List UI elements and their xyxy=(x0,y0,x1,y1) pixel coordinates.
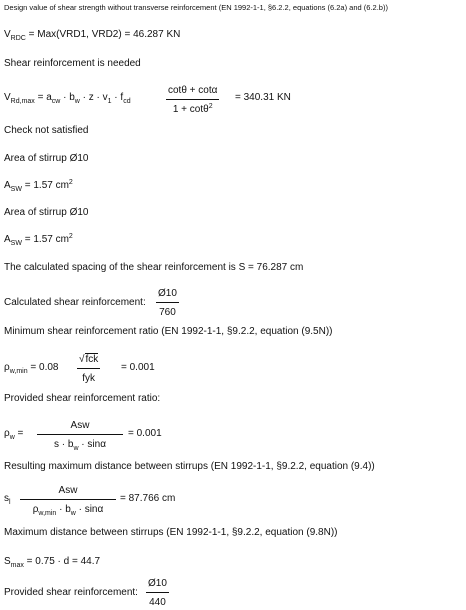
rho-w-den-b: · sinα xyxy=(78,439,106,450)
vrdmax-v-sub: 1 xyxy=(107,98,112,105)
sl-den-b: · b xyxy=(56,504,71,515)
sl-den-sub1: w,min xyxy=(38,510,57,517)
vrdmax-subscript: Rd,max xyxy=(10,98,35,105)
smax-expression: = 0.75 · d = 44.7 xyxy=(23,556,101,567)
spacing-text: The calculated spacing of the shear reinforcement is S = 76.287 cm xyxy=(4,262,304,273)
asw2-symbol: A xyxy=(4,234,11,245)
vrdc-symbol: V xyxy=(4,29,11,40)
asw2-subscript: SW xyxy=(10,240,22,247)
vrdmax-den-sup: 2 xyxy=(208,103,213,110)
rho-w-result: = 0.001 xyxy=(128,428,162,439)
vrdmax-denominator xyxy=(166,100,219,117)
stirrup-area-label-2: Area of stirrup Ø10 xyxy=(4,207,89,218)
asw1-subscript: SW xyxy=(10,186,22,193)
sl-denominator xyxy=(20,500,116,517)
calculated-reinforcement-label: Calculated shear reinforcement: xyxy=(4,297,146,308)
smax-formula xyxy=(4,556,100,569)
vrdmax-dot3: · f xyxy=(111,92,124,103)
sl-fraction xyxy=(20,485,116,517)
max-distance-title: Resulting maximum distance between stirrups (EN 1992-1-1, §9.2.2, equation (9.4)) xyxy=(4,461,375,472)
rho-min-symbol: ρ xyxy=(4,362,10,373)
sl-subscript: l xyxy=(9,499,11,506)
asw2-sup: 2 xyxy=(68,233,73,240)
max-distance2-title: Maximum distance between stirrups (EN 1992-1-1, §9.2.2, equation (9.8N)) xyxy=(4,527,338,538)
asw-formula-1 xyxy=(4,180,73,193)
vrdmax-formula xyxy=(4,92,131,105)
calculated-reinforcement-fraction xyxy=(156,288,179,319)
sl-symbol: s xyxy=(4,493,9,504)
rho-min-result: = 0.001 xyxy=(121,362,155,373)
rho-min-subscript: w,min xyxy=(9,368,28,375)
asw1-expression: = 1.57 cm xyxy=(21,180,69,191)
prov-reinf-denominator: 440 xyxy=(149,597,166,608)
rho-w-den-sub: w xyxy=(73,445,79,452)
rho-w-numerator: Asw xyxy=(37,420,123,435)
rho-min-eq: = 0.08 xyxy=(27,362,59,373)
rho-w-fraction xyxy=(37,420,123,452)
check-status-text: Check not satisfied xyxy=(4,125,89,136)
rho-w-eq: = xyxy=(14,428,24,439)
asw1-sup: 2 xyxy=(68,179,73,186)
rho-min-fraction xyxy=(77,353,100,385)
min-ratio-title: Minimum shear reinforcement ratio (EN 1992-1-1, §9.2.2, equation (9.5N)) xyxy=(4,326,333,337)
rho-w-symbol: ρ xyxy=(4,428,10,439)
vrdmax-a-sub: cw xyxy=(51,98,61,105)
vrdmax-result: = 340.31 KN xyxy=(235,92,291,103)
vrdmax-f-sub: cd xyxy=(123,98,131,105)
rho-min-numerator xyxy=(77,353,100,369)
rho-min-radicand: fck xyxy=(85,354,99,365)
smax-subscript: max xyxy=(10,562,24,569)
sl-den-a: ρ xyxy=(32,504,39,515)
prov-reinf-numerator: Ø10 xyxy=(146,578,169,593)
section-title-shear-strength: Design value of shear strength without transverse reinforcement (EN 1992-1-1, §6.2.2, equations (6.2a) and (6.2.b)) xyxy=(4,3,388,12)
vrdmax-b-sub: w xyxy=(74,98,80,105)
vrdc-expression: = Max(VRD1, VRD2) = 46.287 KN xyxy=(25,29,181,40)
vrdc-subscript: RDC xyxy=(10,35,26,42)
provided-reinforcement-fraction xyxy=(146,578,169,609)
vrdmax-den-text: 1 + cotθ xyxy=(172,104,209,115)
sl-formula xyxy=(4,493,11,506)
rho-w-den-a: s · b xyxy=(54,439,74,450)
smax-symbol: S xyxy=(4,556,11,567)
rho-w-subscript: w xyxy=(9,434,15,441)
stirrup-area-label-1: Area of stirrup Ø10 xyxy=(4,153,89,164)
sl-den-sub2: w xyxy=(70,510,76,517)
asw-formula-2 xyxy=(4,234,73,247)
sqrt-icon: √ xyxy=(79,354,85,365)
vrdmax-numerator: cotθ + cotα xyxy=(166,85,219,100)
rho-w-formula xyxy=(4,428,23,441)
vrdmax-dot2: · z · v xyxy=(79,92,108,103)
asw1-symbol: A xyxy=(4,180,11,191)
calc-reinf-denominator: 760 xyxy=(159,307,176,318)
sl-numerator: Asw xyxy=(20,485,116,500)
provided-ratio-title: Provided shear reinforcement ratio: xyxy=(4,393,161,404)
sl-den-c: · sinα xyxy=(75,504,104,515)
asw2-expression: = 1.57 cm xyxy=(21,234,69,245)
calc-reinf-numerator: Ø10 xyxy=(156,288,179,303)
sl-result: = 87.766 cm xyxy=(120,493,176,504)
vrdmax-dot1: · b xyxy=(60,92,75,103)
vrdmax-symbol: V xyxy=(4,92,11,103)
rho-w-denominator xyxy=(37,435,123,452)
reinforcement-needed-text: Shear reinforcement is needed xyxy=(4,58,141,69)
vrdmax-eq: = a xyxy=(34,92,52,103)
vrdmax-fraction xyxy=(166,85,219,117)
vrdc-formula xyxy=(4,29,180,42)
rho-min-denominator: fyk xyxy=(82,373,96,384)
rho-min-formula xyxy=(4,362,58,375)
provided-reinforcement-label: Provided shear reinforcement: xyxy=(4,587,138,598)
